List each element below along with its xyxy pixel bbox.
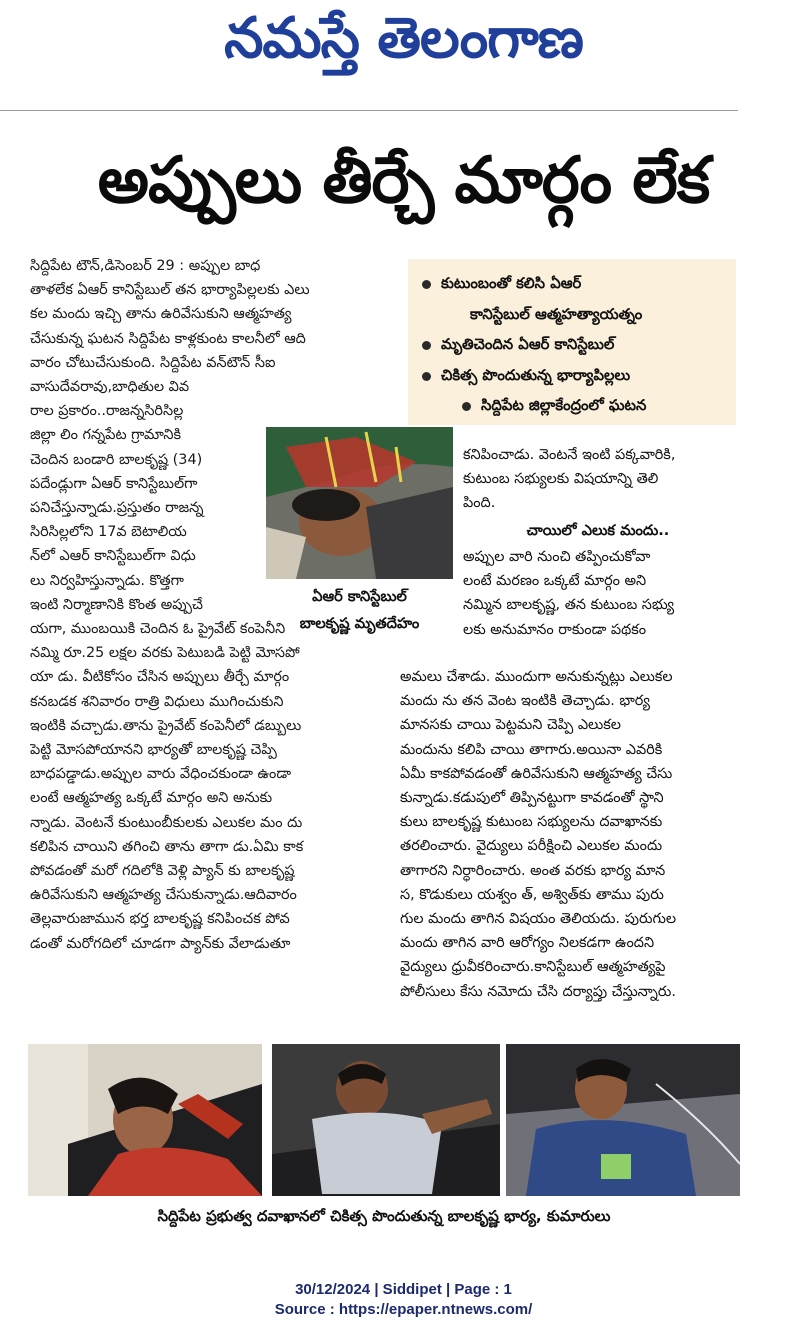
article-line: కున్నాడు.కడుపులో తిప్పినట్టుగా కావడంతో స్థాని: [400, 790, 664, 807]
article-line: అమలు చేశాడు. ముందుగా అనుకున్నట్లు ఎలుకల: [400, 669, 673, 685]
article-line: పింది.: [463, 495, 496, 512]
highlights-box: [408, 259, 736, 425]
article-line: స, కొడుకులు యశ్వం త్, అశ్విత్‌కు తాము పురు: [400, 886, 664, 903]
photo-illustration: [28, 1044, 262, 1196]
article-line: ఇంటికి వచ్చాడు.తాను ప్రైవేట్ కంపెనీలో డబ్బులు: [30, 717, 302, 734]
article-line: కుటుంబ సభ్యులకు విషయాన్ని తెలి: [463, 471, 659, 488]
highlight-item-continued: కానిస్టేబుల్ ఆత్మహత్యాయత్నం: [470, 305, 643, 323]
article-line: లంటే ఆత్మహత్య ఒక్కటే మార్గం అని అనుకు: [30, 790, 273, 807]
footer-source-link[interactable]: Source : https://epaper.ntnews.com/: [274, 1301, 533, 1318]
article-body-right-top: [463, 443, 739, 516]
article-line: అప్పుల వారి నుంచి తప్పించుకోవా: [463, 549, 651, 565]
bottom-photo-caption: సిద్దిపేట ప్రభుత్వ దవాఖానలో చికిత్స పొందుతున్న బాలకృష్ణ భార్య, కుమారులు: [157, 1207, 611, 1225]
highlight-item: చికిత్స పొందుతున్న భార్యాపిల్లలు: [422, 361, 726, 392]
article-line: కనిపించాడు. వెంటనే ఇంటి పక్కవారికి,: [463, 447, 676, 463]
hospital-photo-son-2: [506, 1044, 740, 1196]
article-line: న్‌లో ఎఆర్ కానిస్టేబుల్‌గా విధు: [30, 548, 196, 565]
highlight-item: సిద్దిపేట జిల్లాకేంద్రంలో ఘటన: [422, 391, 726, 422]
hospital-photo-son-1: [272, 1044, 500, 1196]
article-line: ఇంటి నిర్మాణానికి కొంత అప్పుచే: [30, 596, 203, 613]
article-line: తాళలేక ఏఆర్ కానిస్టేబుల్ తన భార్యాపిల్లలకు ఎలు: [30, 282, 310, 299]
bullet-icon: [422, 280, 431, 289]
article-line: వాసుదేవరావు,బాధితుల వివ: [30, 379, 190, 396]
article-line: బాధపడ్డాడు.అప్పుల వారు వేధించకుండా ఉండా: [30, 766, 291, 783]
article-line: పదేండ్లుగా ఏఆర్ కానిస్టేబుల్‌గా: [30, 475, 198, 492]
article-line: లకు అనుమానం రాకుండా పథకం: [463, 621, 647, 638]
article-line: డంతో మరోగదిలో చూడగా ప్యాన్‌కు వేలాడుతూ: [30, 935, 291, 952]
footer-date-page: 30/12/2024 | Siddipet | Page : 1: [295, 1281, 512, 1298]
article-line: పనిచేస్తున్నాడు.ప్రస్తుతం రాజన్న: [30, 500, 204, 517]
article-line: తరలించారు. వైద్యులు పరీక్షించి ఎలుకల మందు: [400, 838, 663, 855]
article-line: నమ్మి రూ.25 లక్షల వరకు పెటుబడి పెట్టి మోసపో: [30, 645, 300, 662]
article-line: తాగారని నిర్ధారించారు. అంత వరకు భార్య మాన: [400, 862, 666, 879]
article-line: మానసకు చాయి పెట్టమని చెప్పి ఎలుకల: [400, 717, 621, 734]
article-line: లు నిర్వహిస్తున్నాడు. కొత్తగా: [30, 572, 184, 589]
article-line: మందు తాగిన వారి ఆరోగ్యం నిలకడగా ఉందని: [400, 935, 655, 952]
newspaper-logo: నమస్తే తెలంగాణ: [224, 6, 583, 71]
article-line: చెందిన బండారి బాలకృష్ణ (34): [30, 451, 203, 468]
photo-illustration: [266, 427, 453, 579]
article-line: లంటే మరణం ఒక్కటే మార్గం అని: [463, 573, 647, 590]
article-line: యగా, ముంబయికి చెందిన ఓ ప్రైవేట్ కంపెనీని: [30, 621, 286, 638]
highlight-item: మృతిచెందిన ఏఆర్ కానిస్టేబుల్: [422, 330, 726, 361]
article-line: నమ్మిన బాలకృష్ణ, తన కుటుంబ సభ్యు: [463, 597, 675, 614]
article-line: జిల్లా లిం గన్నపేట గ్రామానికి: [30, 427, 181, 444]
bullet-icon: [422, 341, 431, 350]
article-line: పెట్టి మోసపోయానని భార్యతో బాలకృష్ణ చెప్పి: [30, 742, 277, 759]
masthead-divider: [0, 110, 738, 111]
article-line: కనబడక శనివారం రాత్రి విధులు ముగించుకుని: [30, 693, 284, 710]
hospital-photo-wife: [28, 1044, 262, 1196]
masthead: [0, 0, 807, 112]
highlight-item: కుటుంబంతో కలిసి ఏఆర్: [422, 269, 726, 300]
article-line: కులు బాలకృష్ణ కుటుంబ సభ్యులను దవాఖానకు: [400, 814, 663, 831]
article-line: సిరిసిల్లలోని 17వ బెటాలియ: [30, 524, 187, 541]
bullet-icon: [462, 402, 471, 411]
constable-photo: [266, 427, 453, 579]
article-line: సిద్దిపేట టౌన్,డిసెంబర్ 29 : అప్పుల బాధ: [30, 258, 261, 274]
article-body-right-wide: [400, 665, 740, 1004]
article-line: కలిపిన చాయిని తగించి తాను తాగా డు.ఏమి కాక: [30, 838, 304, 855]
article-line: గుల మందు తాగిన విషయం తెలియదు. పురుగుల: [400, 911, 677, 928]
article-line: మందును కలిపి చాయి తాగారు.అయినా ఎవరికి: [400, 741, 663, 758]
article-line: ఏమీ కాకపోవడంతో ఉరివేసుకుని ఆత్మహత్య చేసు: [400, 765, 673, 782]
photo-illustration: [506, 1044, 740, 1196]
article-line: తెల్లవారుజామున భర్త బాలకృష్ణ కనిపించక పోవ: [30, 911, 290, 928]
article-body-right-mid: [463, 545, 739, 642]
article-line: రాల ప్రకారం..రాజన్నసిరిసిల్ల: [30, 403, 184, 420]
photo-caption: ఏఆర్ కానిస్టేబుల్ బాలకృష్ణ మృతదేహం: [299, 588, 420, 632]
article-subheading: చాయిలో ఎలుక మందు..: [526, 522, 670, 539]
article-line: ఉరివేసుకుని ఆత్మహత్య చేసుకున్నాడు.ఆదివారం: [30, 887, 297, 904]
article-line: వైద్యులు ధ్రువీకరించారు.కానిస్టేబుల్ ఆత్మహత్యపై: [400, 959, 666, 976]
article-line: న్నాడు. వెంటనే కుంటుంబీకులకు ఎలుకల మం దు: [30, 814, 303, 831]
article-line: వారం చోటుచేసుకుంది. సిద్దిపేట వన్‌టౌన్ సీఐ: [30, 354, 276, 371]
article-line: మందు ను తన వెంట ఇంటికి తెచ్చాడు. భార్య: [400, 693, 650, 710]
article-line: చేసుకున్న ఘటన సిద్దిపేట కాళ్లకుంట కాలనీలో ఆది: [30, 330, 306, 347]
article-line: యా డు. వీటికోసం చేసిన అప్పులు తీర్చే మార్గం: [30, 669, 290, 686]
article-line: కల మందు ఇచ్చి తాను ఉరివేసుకుని ఆత్మహత్య: [30, 306, 292, 323]
article-line: పోలీసులు కేసు నమోదు చేసి దర్యాప్తు చేస్తున్నారు.: [400, 983, 676, 1000]
article-headline: అప్పులు తీర్చే మార్గం లేక: [97, 144, 710, 218]
bullet-icon: [422, 372, 431, 381]
article-line: పోవడంతో మరో గదిలోకి వెళ్లి ప్యాన్ కు బాలకృష్ణ: [30, 863, 295, 880]
photo-illustration: [272, 1044, 500, 1196]
